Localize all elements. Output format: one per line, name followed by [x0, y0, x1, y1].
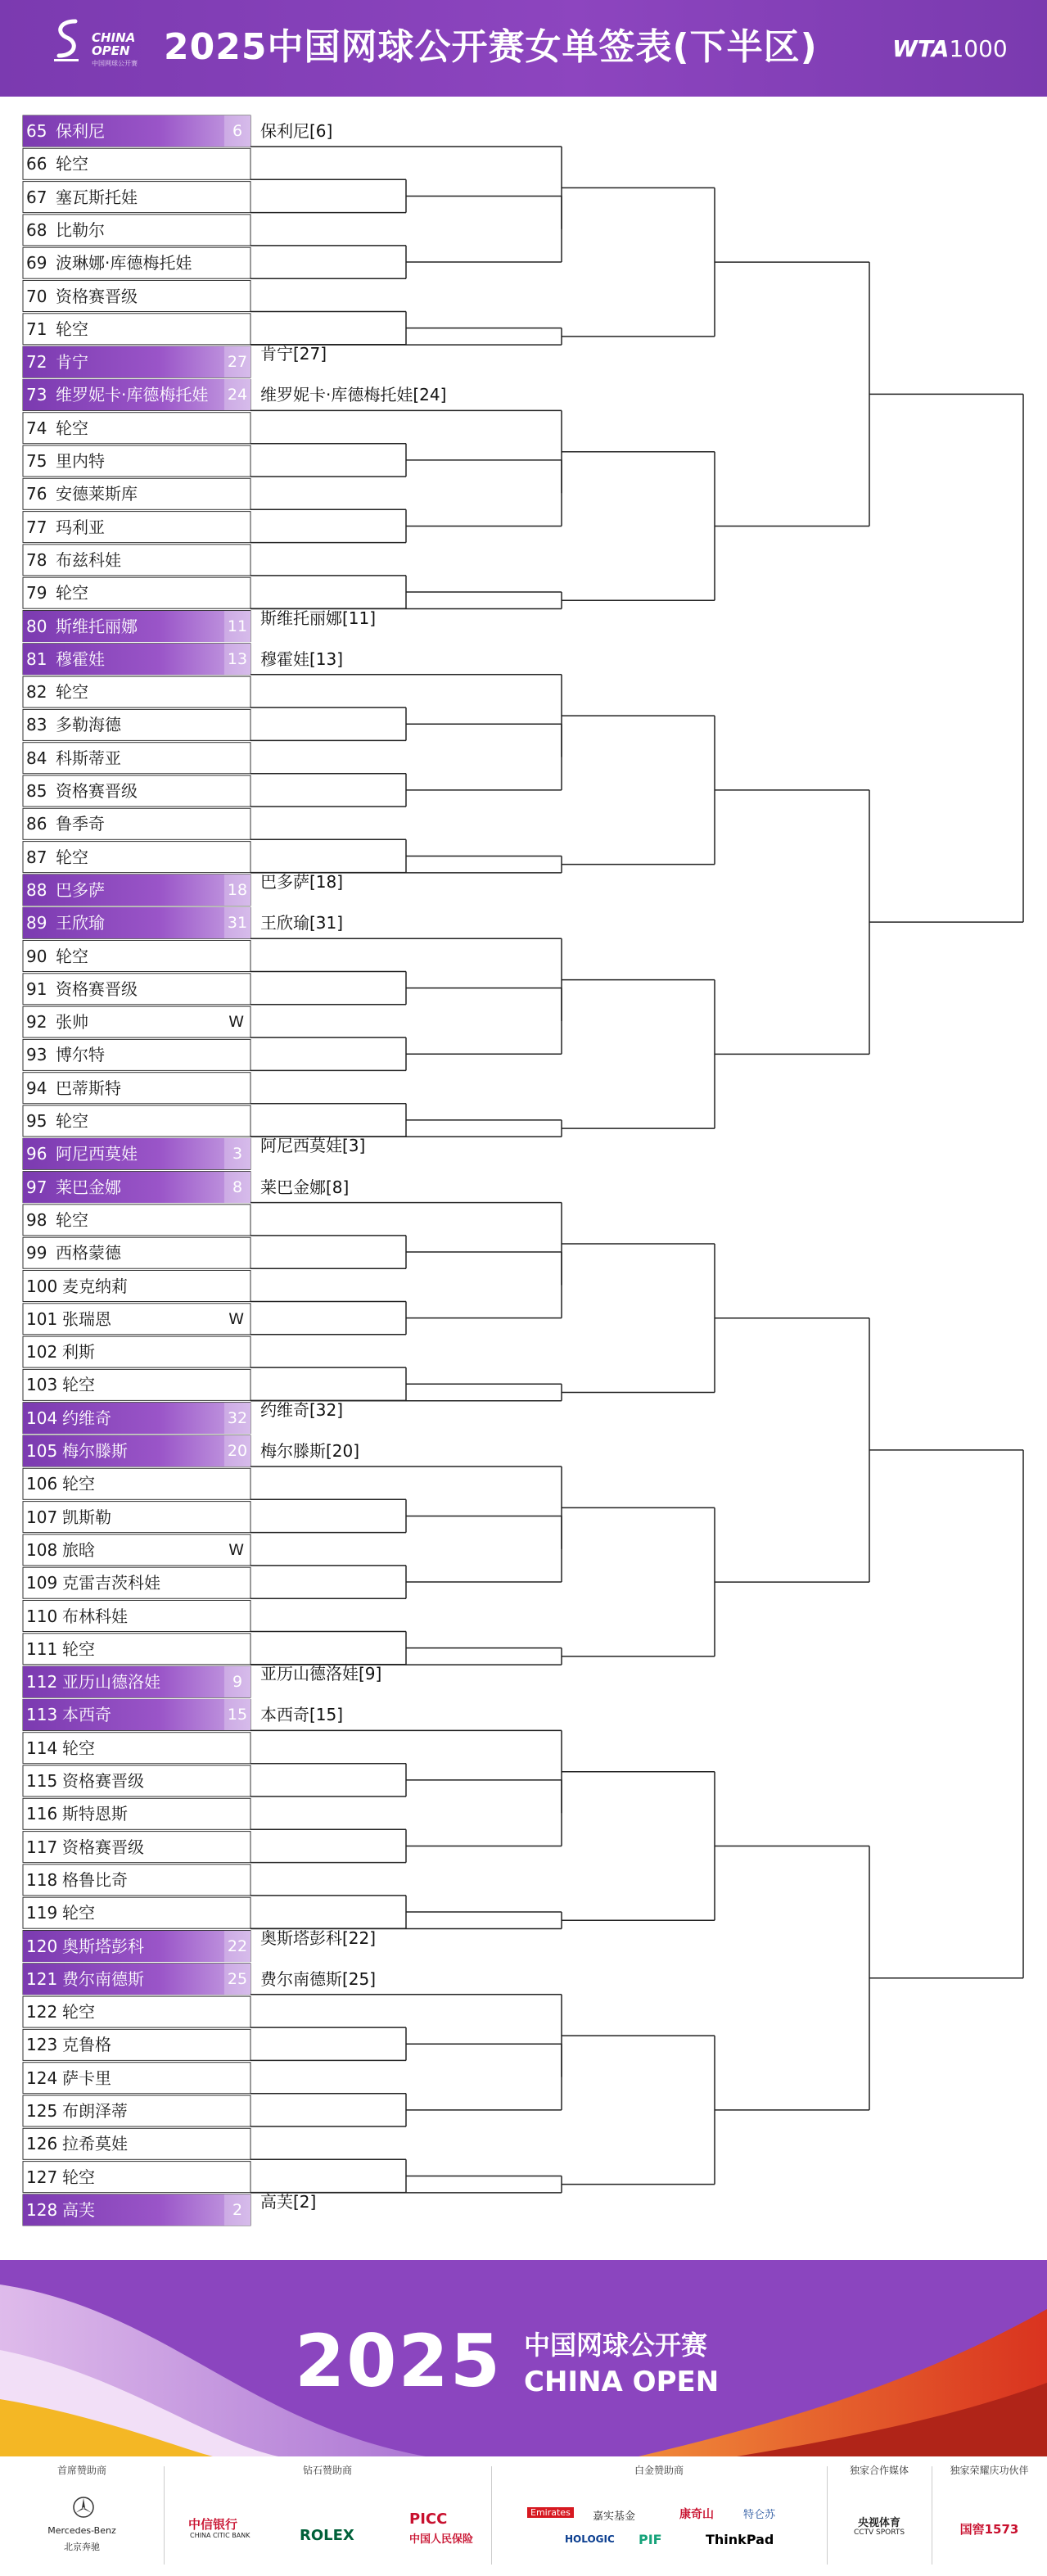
player-row: [23, 115, 250, 147]
player-row: [23, 1403, 250, 1434]
player-draw-number: 99: [26, 1243, 47, 1263]
player-row: [23, 478, 250, 509]
player-row: [23, 644, 250, 675]
sponsor-rolex: ROLEX: [300, 2527, 354, 2544]
player-name: 本西奇: [62, 1705, 111, 1725]
player-draw-number: 87: [26, 847, 47, 867]
seed-badge: 6: [224, 115, 250, 147]
player-draw-number: 76: [26, 484, 47, 504]
player-draw-number: 104: [26, 1408, 58, 1428]
player-draw-number: 103: [26, 1375, 58, 1395]
player-row: [23, 611, 250, 642]
mercedes-star-icon: [72, 2496, 95, 2519]
advancer-label: 费尔南德斯[25]: [260, 1968, 377, 1989]
player-row: [23, 743, 250, 774]
player-draw-number: 80: [26, 616, 47, 636]
player-draw-number: 83: [26, 715, 47, 735]
player-name: 多勒海德: [56, 715, 121, 735]
player-name: 阿尼西莫娃: [56, 1144, 138, 1164]
footer-banner: [0, 2260, 1047, 2456]
player-draw-number: 72: [26, 352, 47, 373]
player-draw-number: 71: [26, 319, 47, 339]
advancer-label: 本西奇[15]: [260, 1705, 344, 1725]
player-row: [23, 974, 250, 1005]
platinum-sponsor-group: [491, 2463, 827, 2569]
title-sponsor-group: [0, 2463, 164, 2569]
player-row: [23, 2128, 250, 2159]
player-draw-number: 69: [26, 253, 47, 273]
wta-prefix: WTA: [892, 35, 950, 62]
player-draw-number: 124: [26, 2068, 58, 2088]
player-row: [23, 545, 250, 576]
seed-badge: 9: [224, 1666, 250, 1697]
wildcard-badge: W: [228, 1309, 244, 1328]
seed-badge: 8: [224, 1172, 250, 1203]
player-row: [23, 314, 250, 345]
player-draw-number: 88: [26, 879, 47, 900]
player-draw-number: 109: [26, 1573, 58, 1593]
player-name: 资格赛晋级: [56, 286, 138, 306]
diamond-sponsor-group: [164, 2463, 491, 2569]
sponsor-header-diamond: 钻石赞助商: [302, 2465, 352, 2476]
player-name: 安德莱斯库: [56, 484, 138, 504]
player-draw-number: 97: [26, 1177, 47, 1197]
player-row: [23, 1502, 250, 1533]
advancer-label: 保利尼[6]: [260, 121, 333, 141]
sponsor-header-celebration: 独家荣耀庆功伙伴: [950, 2465, 1029, 2476]
player-draw-number: 79: [26, 583, 47, 603]
player-name: 玛利亚: [56, 517, 105, 537]
player-name: 轮空: [56, 319, 88, 339]
player-name: 斯维托丽娜: [56, 616, 138, 636]
player-name: 肯宁: [56, 352, 88, 373]
player-name: 波琳娜·库德梅托娃: [56, 253, 192, 273]
player-name: 轮空: [56, 154, 88, 174]
player-draw-number: 117: [26, 1837, 58, 1857]
player-draw-number: 126: [26, 2134, 58, 2154]
player-name: 穆霍娃: [56, 649, 105, 669]
advancer-label: 斯维托丽娜[11]: [260, 608, 377, 628]
advancer-label: 亚历山德洛娃[9]: [260, 1664, 382, 1684]
advancer-label: 阿尼西莫娃[3]: [260, 1136, 366, 1156]
player-draw-number: 74: [26, 418, 47, 438]
player-draw-number: 111: [26, 1638, 58, 1659]
player-row: [23, 874, 250, 906]
player-draw-number: 105: [26, 1441, 58, 1461]
player-draw-number: 121: [26, 1968, 58, 1989]
player-row: [23, 215, 250, 246]
player-name: 克雷吉茨科娃: [62, 1573, 160, 1593]
sponsor-telunsu: 特仑苏: [743, 2509, 776, 2521]
player-row: [23, 1699, 250, 1730]
sponsor-hologic: HOLOGIC: [565, 2533, 615, 2545]
player-name: 轮空: [56, 847, 88, 867]
sponsor-guojiao-1573: 国窖1573: [959, 2522, 1019, 2537]
player-name: 约维奇: [62, 1408, 111, 1428]
player-name: 轮空: [62, 1375, 95, 1395]
player-draw-number: 113: [26, 1705, 58, 1725]
seed-badge: 22: [224, 1931, 250, 1962]
player-draw-number: 128: [26, 2199, 58, 2220]
seed-badge: 27: [224, 346, 250, 377]
player-draw-number: 108: [26, 1539, 58, 1560]
player-row: [23, 709, 250, 740]
player-draw-number: 107: [26, 1507, 58, 1527]
player-name: 西格蒙德: [56, 1243, 121, 1263]
player-name: 布林科娃: [62, 1606, 128, 1626]
advancer-label: 王欣瑜[31]: [260, 913, 344, 933]
sponsor-citic-bank: 中信银行: [188, 2517, 238, 2532]
player-name: 轮空: [56, 946, 88, 966]
player-draw-number: 118: [26, 1869, 58, 1890]
player-row: [23, 247, 250, 278]
player-row: [23, 1765, 250, 1796]
player-row: [23, 1601, 250, 1632]
player-draw-number: 93: [26, 1045, 47, 1065]
sponsor-beijing-benz: 北京奔驰: [64, 2542, 100, 2552]
player-draw-number: 73: [26, 385, 47, 405]
player-row: [23, 182, 250, 213]
player-row: [23, 1138, 250, 1169]
player-draw-number: 95: [26, 1111, 47, 1131]
sponsor-mercedes: Mercedes-Benz: [47, 2525, 116, 2536]
player-name: 奥斯塔彭科: [62, 1936, 144, 1956]
advancer-label: 莱巴金娜[8]: [260, 1177, 350, 1197]
player-row: [23, 676, 250, 707]
player-row: [23, 808, 250, 839]
player-draw-number: 125: [26, 2101, 58, 2121]
seed-badge: 25: [224, 1964, 250, 1995]
player-row: [23, 281, 250, 312]
seed-badge: 3: [224, 1138, 250, 1169]
seed-badge: 2: [224, 2194, 250, 2226]
player-name: 维罗妮卡·库德梅托娃: [56, 385, 209, 405]
wildcard-badge: W: [228, 1540, 244, 1559]
player-row: [23, 1204, 250, 1236]
player-draw-number: 127: [26, 2167, 58, 2187]
footer-en-name: CHINA OPEN: [524, 2366, 720, 2398]
player-name: 资格赛晋级: [62, 1837, 144, 1857]
logo-line-1: CHINA: [92, 30, 136, 45]
advancer-label: 奥斯塔彭科[22]: [260, 1927, 377, 1948]
player-draw-number: 120: [26, 1936, 58, 1956]
player-row: [23, 1534, 250, 1566]
player-name: 轮空: [62, 2002, 95, 2022]
player-draw-number: 89: [26, 913, 47, 933]
player-draw-number: 119: [26, 1903, 58, 1923]
player-name: 里内特: [56, 451, 105, 471]
player-draw-number: 94: [26, 1078, 47, 1098]
player-row: [23, 2194, 250, 2226]
player-name: 梅尔滕斯: [62, 1441, 128, 1461]
player-name: 麦克纳莉: [62, 1276, 128, 1296]
player-name: 萨卡里: [62, 2068, 111, 2088]
player-draw-number: 66: [26, 154, 47, 174]
player-draw-number: 110: [26, 1606, 58, 1626]
player-row: [23, 775, 250, 807]
player-draw-number: 116: [26, 1804, 58, 1824]
footer-year: 2025: [295, 2319, 502, 2403]
player-name: 鲁季奇: [56, 814, 105, 834]
player-name: 亚历山德洛娃: [62, 1672, 160, 1692]
wta-tier: 1000: [949, 35, 1008, 62]
player-draw-number: 85: [26, 781, 47, 801]
player-row: [23, 413, 250, 444]
player-row: [23, 1733, 250, 1764]
player-name: 格鲁比奇: [62, 1869, 128, 1890]
player-draw-number: 68: [26, 219, 47, 240]
player-row: [23, 1172, 250, 1203]
player-row: [23, 346, 250, 377]
seed-badge: 18: [224, 874, 250, 906]
logo-subtitle: 中国网球公开赛: [92, 60, 138, 67]
player-row: [23, 2162, 250, 2193]
sponsor-citic-en: CHINA CITIC BANK: [190, 2532, 250, 2539]
player-draw-number: 86: [26, 814, 47, 834]
player-draw-number: 96: [26, 1144, 47, 1164]
player-draw-number: 98: [26, 1209, 47, 1230]
player-row: [23, 1897, 250, 1928]
seed-badge: 11: [224, 611, 250, 642]
player-row: [23, 1073, 250, 1104]
player-draw-number: 75: [26, 451, 47, 471]
sponsor-picc: PICC: [409, 2510, 448, 2528]
player-name: 王欣瑜: [56, 913, 105, 933]
sponsor-emirates: Emirates: [527, 2507, 574, 2518]
player-row: [23, 1006, 250, 1037]
player-draw-number: 114: [26, 1738, 58, 1758]
player-row: [23, 2095, 250, 2126]
media-partner-group: [827, 2463, 932, 2569]
player-name: 轮空: [56, 583, 88, 603]
sponsor-header-media: 独家合作媒体: [849, 2465, 909, 2476]
player-name: 布兹科娃: [56, 549, 121, 570]
player-draw-number: 101: [26, 1308, 58, 1329]
seed-badge: 15: [224, 1699, 250, 1730]
player-draw-number: 82: [26, 682, 47, 703]
advancer-label: 梅尔滕斯[20]: [260, 1441, 360, 1461]
player-name: 费尔南德斯: [62, 1968, 144, 1989]
player-name: 轮空: [62, 1738, 95, 1758]
player-row: [23, 2063, 250, 2094]
player-row: [23, 1435, 250, 1467]
player-name: 轮空: [56, 1209, 88, 1230]
logo-line-2: OPEN: [92, 43, 130, 58]
advancer-label: 维罗妮卡·库德梅托娃[24]: [260, 385, 447, 405]
player-name: 拉希莫娃: [62, 2134, 128, 2154]
player-row: [23, 148, 250, 179]
player-row: [23, 445, 250, 477]
player-row: [23, 379, 250, 410]
player-name: 斯特恩斯: [62, 1804, 128, 1824]
player-row: [23, 2029, 250, 2060]
player-row: [23, 1964, 250, 1995]
player-draw-number: 81: [26, 649, 47, 669]
footer-cn-name: 中国网球公开赛: [524, 2330, 708, 2361]
sponsor-header-platinum: 白金赞助商: [634, 2465, 684, 2476]
advancer-label: 高芙[2]: [260, 2191, 317, 2212]
player-row: [23, 1931, 250, 1962]
player-draw-number: 102: [26, 1342, 58, 1363]
player-draw-number: 92: [26, 1012, 47, 1033]
player-name: 高芙: [62, 2199, 95, 2220]
player-name: 轮空: [56, 418, 88, 438]
player-row: [23, 1237, 250, 1268]
player-name: 巴多萨: [56, 879, 105, 900]
player-row: [23, 1666, 250, 1697]
player-name: 轮空: [56, 1111, 88, 1131]
player-draw-number: 90: [26, 946, 47, 966]
player-row: [23, 577, 250, 608]
sponsor-pif: PIF: [639, 2532, 662, 2547]
advancer-label: 约维奇[32]: [260, 1399, 344, 1420]
player-name: 比勒尔: [56, 219, 105, 240]
sponsor-cctv-sports-en: CCTV SPORTS: [853, 2529, 905, 2537]
player-name: 资格赛晋级: [56, 781, 138, 801]
player-row: [23, 1369, 250, 1400]
player-draw-number: 65: [26, 121, 47, 141]
player-draw-number: 91: [26, 978, 47, 999]
player-name: 塞瓦斯托娃: [56, 187, 138, 207]
player-row: [23, 1832, 250, 1863]
player-name: 旅晗: [62, 1539, 95, 1560]
player-name: 张瑞恩: [62, 1308, 111, 1329]
player-draw-number: 112: [26, 1672, 58, 1692]
player-draw-number: 78: [26, 549, 47, 570]
player-row: [23, 1864, 250, 1896]
sponsor-harvest-fund: 嘉实基金: [593, 2510, 636, 2523]
player-name: 科斯蒂亚: [56, 748, 121, 768]
player-draw-number: 70: [26, 286, 47, 306]
player-row: [23, 907, 250, 938]
player-row: [23, 1336, 250, 1367]
celebration-partner-group: [932, 2463, 1047, 2569]
sponsor-thinkpad: ThinkPad: [706, 2532, 774, 2547]
player-name: 资格赛晋级: [62, 1771, 144, 1791]
seed-badge: 24: [224, 379, 250, 410]
player-name: 保利尼: [56, 121, 105, 141]
player-draw-number: 122: [26, 2002, 58, 2022]
player-name: 布朗泽蒂: [62, 2101, 128, 2121]
player-name: 博尔特: [56, 1045, 105, 1065]
player-row: [23, 1798, 250, 1829]
player-draw-number: 106: [26, 1474, 58, 1494]
player-row: [23, 1634, 250, 1665]
player-row: [23, 1996, 250, 2027]
player-name: 轮空: [56, 682, 88, 703]
sponsor-picc-cn: 中国人民保险: [409, 2533, 474, 2546]
player-name: 莱巴金娜: [56, 1177, 121, 1197]
player-name: 轮空: [62, 1638, 95, 1659]
player-draw-number: 100: [26, 1276, 58, 1296]
player-draw-number: 115: [26, 1771, 58, 1791]
player-name: 巴蒂斯特: [56, 1078, 121, 1098]
player-row: [23, 1567, 250, 1598]
player-draw-number: 77: [26, 517, 47, 537]
player-draw-number: 67: [26, 187, 47, 207]
player-row: [23, 1304, 250, 1335]
seed-badge: 32: [224, 1403, 250, 1434]
player-name: 轮空: [62, 2167, 95, 2187]
seed-badge: 20: [224, 1435, 250, 1467]
player-name: 资格赛晋级: [56, 978, 138, 999]
player-name: 张帅: [56, 1012, 88, 1033]
player-draw-number: 84: [26, 748, 47, 768]
player-row: [23, 842, 250, 873]
player-name: 利斯: [62, 1342, 95, 1363]
player-row: [23, 1468, 250, 1499]
player-row: [23, 941, 250, 972]
player-row: [23, 512, 250, 543]
player-row: [23, 1105, 250, 1137]
player-name: 轮空: [62, 1474, 95, 1494]
player-name: 克鲁格: [62, 2035, 111, 2055]
advancer-label: 巴多萨[18]: [260, 871, 344, 892]
player-draw-number: 123: [26, 2035, 58, 2055]
player-name: 凯斯勒: [62, 1507, 111, 1527]
advancer-label: 肯宁[27]: [260, 344, 327, 364]
seed-badge: 13: [224, 644, 250, 675]
sponsor-strip: [0, 2456, 1047, 2576]
player-row: [23, 1039, 250, 1070]
sponsor-kangqishan: 康奇山: [679, 2508, 714, 2521]
player-row: [23, 1271, 250, 1302]
sponsor-cctv-sports: 央视体育: [857, 2517, 900, 2529]
player-name: 轮空: [62, 1903, 95, 1923]
advancer-label: 穆霍娃[13]: [260, 649, 344, 669]
wildcard-badge: W: [228, 1013, 244, 1032]
seed-badge: 31: [224, 907, 250, 938]
sponsor-header-title: 首席赞助商: [56, 2465, 106, 2476]
page-title: 2025中国网球公开赛女单签表(下半区): [164, 26, 818, 68]
